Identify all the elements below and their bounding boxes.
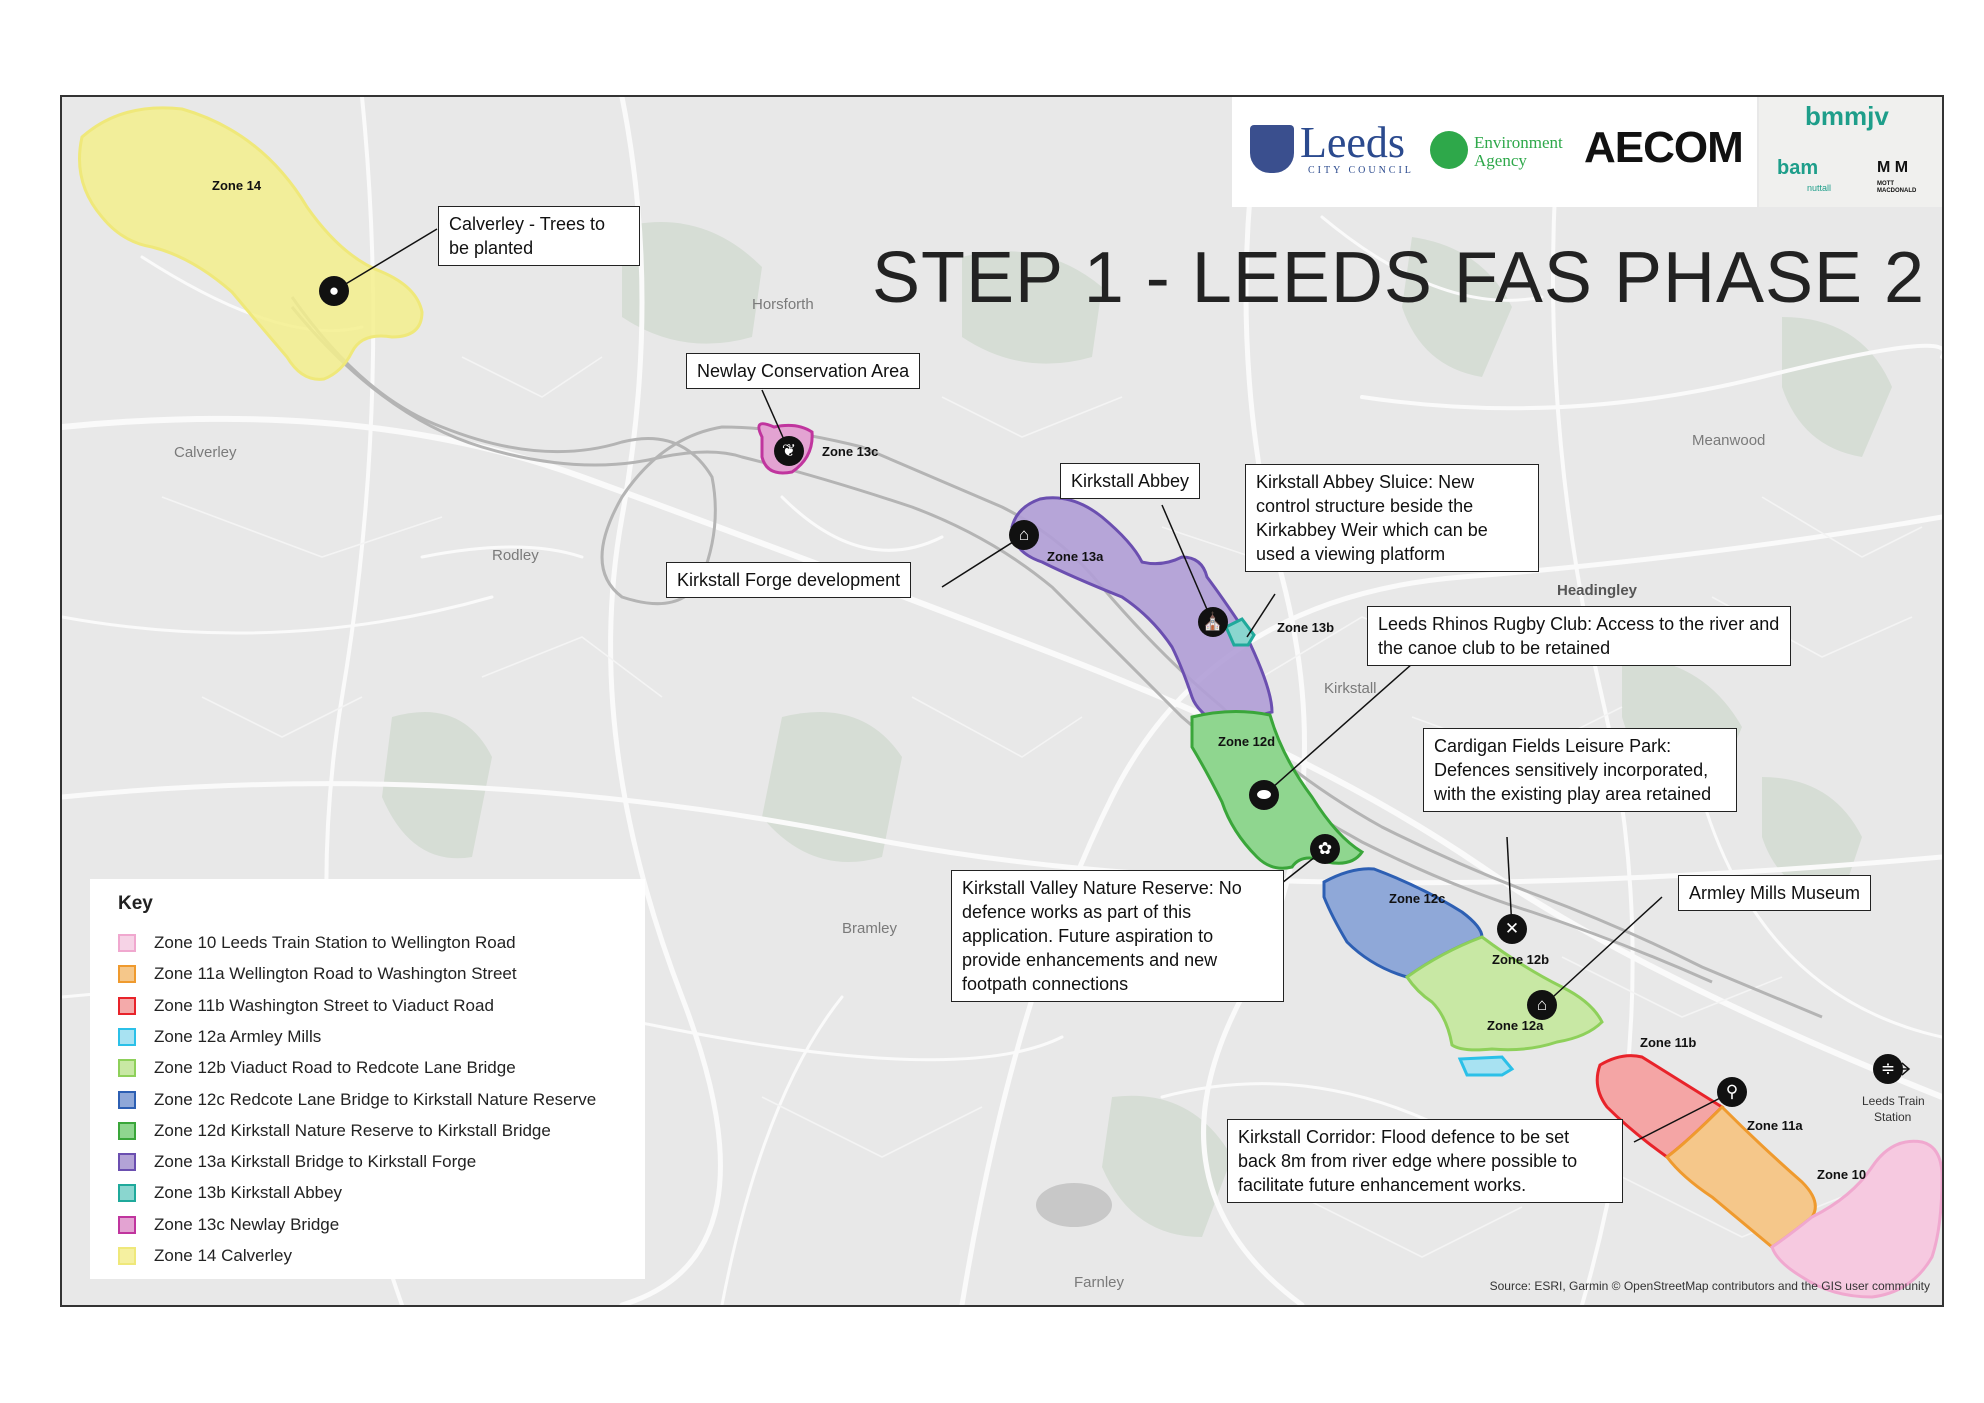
leeds-logo-text: Leeds	[1300, 118, 1406, 167]
key-swatch	[118, 1091, 136, 1109]
place-rodley: Rodley	[492, 547, 539, 564]
callout-newlay: Newlay Conservation Area	[686, 353, 920, 389]
key-swatch	[118, 1153, 136, 1171]
church-icon[interactable]: ⛪	[1198, 607, 1228, 637]
key-swatch	[118, 1216, 136, 1234]
bam-logo: bam	[1777, 157, 1819, 179]
zone-label-11b: Zone 11b	[1640, 1035, 1697, 1050]
key-item	[118, 1056, 516, 1080]
ea-logo-text-2: Agency	[1474, 151, 1527, 170]
key-item	[118, 1025, 321, 1049]
place-bramley: Bramley	[842, 920, 898, 937]
place-farnley: Farnley	[1074, 1274, 1125, 1291]
key-swatch	[118, 965, 136, 983]
key-item	[118, 1119, 551, 1143]
zone-label-12c: Zone 12c	[1389, 891, 1446, 906]
environment-agency-icon	[1430, 131, 1468, 169]
key-label: Zone 14 Calverley	[154, 1246, 292, 1265]
key-title: Key	[118, 893, 153, 914]
leaf-icon[interactable]: ❦	[774, 436, 804, 466]
key-swatch	[118, 1184, 136, 1202]
zone-label-12a: Zone 12a	[1487, 1018, 1544, 1033]
leeds-crest-icon	[1250, 125, 1294, 173]
key-item	[118, 1244, 292, 1268]
tree-icon[interactable]: ●	[319, 276, 349, 306]
house-icon[interactable]: ⌂	[1009, 520, 1039, 550]
callout-forge: Kirkstall Forge development	[666, 562, 911, 598]
source-attribution: Source: ESRI, Garmin © OpenStreetMap contributors and the GIS user community	[1489, 1279, 1930, 1293]
key-label: Zone 13a Kirkstall Bridge to Kirkstall Forge	[154, 1152, 477, 1172]
key-item	[118, 1213, 339, 1237]
mott-macdonald-icon: M M	[1877, 159, 1909, 176]
key-item	[118, 1088, 596, 1112]
key-label: Zone 12d Kirkstall Nature Reserve to Kirkstall Bridge	[154, 1120, 551, 1140]
logos-panel	[1232, 97, 1757, 207]
place-horsforth: Horsforth	[752, 296, 814, 313]
bam-logo-sub: nuttall	[1807, 183, 1832, 193]
zone-label-10: Zone 10	[1817, 1167, 1867, 1182]
zone-label-14: Zone 14	[212, 178, 262, 193]
place-kirkstall: Kirkstall	[1324, 680, 1377, 697]
zone-label-13a: Zone 13a	[1047, 549, 1104, 564]
key-swatch	[118, 1028, 136, 1046]
callout-sluice: Kirkstall Abbey Sluice: New control structure beside the Kirkabbey Weir which can be used a viewing platform	[1245, 464, 1539, 572]
zone-label-12d: Zone 12d	[1218, 734, 1276, 749]
key-item	[118, 994, 494, 1018]
callout-rhinos: Leeds Rhinos Rugby Club: Access to the river and the canoe club to be retained	[1367, 606, 1791, 666]
key-swatch	[118, 1122, 136, 1140]
rail-icon[interactable]: ≑	[1873, 1054, 1903, 1084]
zone-label-12b: Zone 12b	[1492, 952, 1550, 967]
key-swatch	[118, 934, 136, 952]
key-swatch	[118, 1247, 136, 1265]
page-title: STEP 1 - LEEDS FAS PHASE 2	[872, 238, 1926, 318]
callout-calverley: Calverley - Trees to be planted	[438, 206, 640, 266]
zone-label-13c: Zone 13c	[822, 444, 879, 459]
aecom-logo: AECOM	[1584, 123, 1743, 172]
key-label: Zone 10 Leeds Train Station to Wellington Road	[154, 933, 516, 952]
duck-icon[interactable]: ✿	[1310, 834, 1340, 864]
place-meanwood: Meanwood	[1692, 432, 1766, 449]
reservoir	[1036, 1183, 1112, 1227]
key-label: Zone 11b Washington Street to Viaduct Road	[154, 995, 494, 1015]
place-leeds-station-1: Leeds Train	[1862, 1094, 1925, 1108]
map-key	[90, 879, 645, 1279]
play-area-icon[interactable]: ✕	[1497, 914, 1527, 944]
key-swatch	[118, 1059, 136, 1077]
place-calverley: Calverley	[174, 444, 237, 461]
zone-label-13b: Zone 13b	[1277, 620, 1335, 635]
key-item	[118, 1181, 342, 1205]
callout-corridor: Kirkstall Corridor: Flood defence to be set back 8m from river edge where possible to facilitate future enhancement works.	[1227, 1119, 1623, 1203]
key-swatch	[118, 997, 136, 1015]
bmmjv-logo: bmmjv	[1805, 101, 1889, 131]
cycle-walk-icon[interactable]: ⚲	[1717, 1077, 1747, 1107]
callout-nature: Kirkstall Valley Nature Reserve: No defence works as part of this application. Future aspiration to provide enhancements and new footpath connections	[951, 870, 1284, 1002]
key-label: Zone 12c Redcote Lane Bridge to Kirkstall Nature Reserve	[154, 1089, 597, 1109]
mott-macdonald-logo: MOTT MACDONALD	[1877, 181, 1917, 194]
key-label: Zone 12b Viaduct Road to Redcote Lane Bridge	[154, 1058, 516, 1078]
callout-cardigan: Cardigan Fields Leisure Park: Defences sensitively incorporated, with the existing play area retained	[1423, 728, 1737, 812]
rugby-ball-icon[interactable]: ⬬	[1249, 780, 1279, 810]
museum-icon[interactable]: ⌂	[1527, 990, 1557, 1020]
key-item	[118, 962, 517, 986]
place-headingley: Headingley	[1557, 582, 1638, 599]
callout-armley: Armley Mills Museum	[1678, 875, 1871, 911]
callout-abbey: Kirkstall Abbey	[1060, 463, 1200, 499]
ea-logo-text-1: Environment	[1474, 133, 1563, 152]
key-label: Zone 13b Kirkstall Abbey	[154, 1183, 343, 1203]
key-item	[118, 1150, 476, 1174]
zone-label-11a: Zone 11a	[1747, 1118, 1803, 1133]
key-label: Zone 13c Newlay Bridge	[154, 1214, 340, 1234]
bmmjv-logo-panel	[1759, 97, 1942, 207]
key-label: Zone 12a Armley Mills	[154, 1026, 322, 1046]
place-leeds-station-2: Station	[1874, 1110, 1912, 1124]
key-item	[118, 931, 516, 955]
map-frame	[60, 95, 1944, 1307]
key-label: Zone 11a Wellington Road to Washington Street	[154, 964, 517, 984]
leeds-logo-sub: CITY COUNCIL	[1308, 165, 1414, 176]
zone-12a-area[interactable]	[1460, 1057, 1512, 1075]
